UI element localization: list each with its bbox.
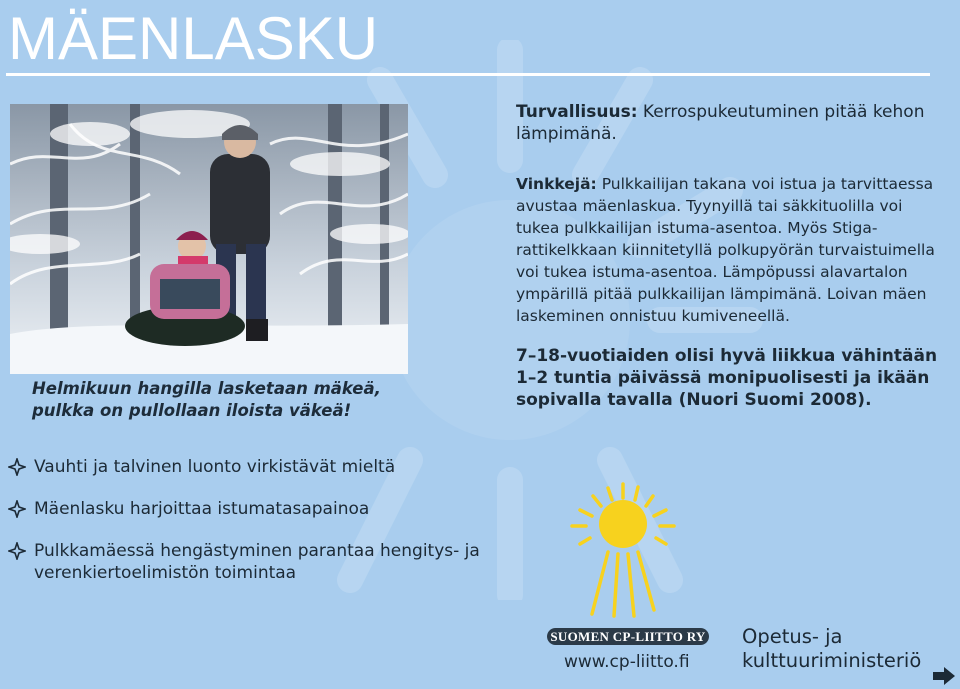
safety-paragraph: [516, 101, 941, 145]
bullet-diamond-icon: [8, 542, 26, 560]
list-item: [8, 456, 488, 478]
ministry-logo: [742, 625, 921, 673]
recommendation-paragraph: 7–18-vuotiaiden olisi hyvä liikkua vähintään 1–2 tuntia päivässä monipuolisesti ja ikään sopivalla tavalla (Nuori Suomi 2008).: [516, 346, 938, 410]
cp-liitto-logo: SUOMEN CP-LIITTO RY: [547, 628, 709, 645]
safety-text: Kerrospukeutuminen pitää kehon lämpimänä.: [516, 102, 925, 144]
list-item-text: Vauhti ja talvinen luonto virkistävät mieltä: [34, 457, 396, 477]
list-item-text: Pulkkamäessä hengästyminen parantaa hengitys- ja verenkiertoelimistön toimintaa: [34, 541, 480, 583]
next-arrow-icon[interactable]: [932, 666, 956, 686]
list-item: [8, 540, 488, 584]
caption-line-1: Helmikuun hangilla lasketaan mäkeä,: [32, 379, 381, 398]
ministry-line-1: Opetus- ja: [742, 625, 843, 648]
page-title: MÄENLASKU: [8, 5, 379, 72]
safety-label: Turvallisuus:: [516, 102, 638, 122]
list-item: [8, 498, 488, 520]
bullet-diamond-icon: [8, 458, 26, 476]
tips-text: Pulkkailijan takana voi istua ja tarvittaessa avustaa mäenlaskua. Tyynyillä tai säkkituolilla voi tukea pulkkailijan istuma-asentoa. Myös Stiga-rattikelkkaan kiinnitetyllä polkupyörän turvaistuimella voi tukea istuma-asentoa. Lämpöpussi alavartalon ympärillä pitää pulkkailijan lämpimänä. Loivan mäen laskeminen onnistuu kumiveneellä.: [516, 175, 935, 325]
tips-label: Vinkkejä:: [516, 175, 597, 193]
info-column: [516, 101, 941, 411]
sledding-photo: [10, 104, 408, 374]
sun-icon: [568, 482, 688, 622]
caption-line-2: pulkka on pullollaan iloista väkeä!: [32, 401, 352, 420]
tips-paragraph: [516, 173, 941, 327]
photo-caption: [32, 378, 402, 422]
bullet-diamond-icon: [8, 500, 26, 518]
list-item-text: Mäenlasku harjoittaa istumatasapainoa: [34, 499, 370, 519]
title-divider: [6, 73, 930, 76]
ministry-line-2: kulttuuriministeriö: [742, 649, 922, 672]
cp-liitto-url[interactable]: www.cp-liitto.fi: [564, 652, 690, 672]
benefits-list: [8, 456, 488, 584]
